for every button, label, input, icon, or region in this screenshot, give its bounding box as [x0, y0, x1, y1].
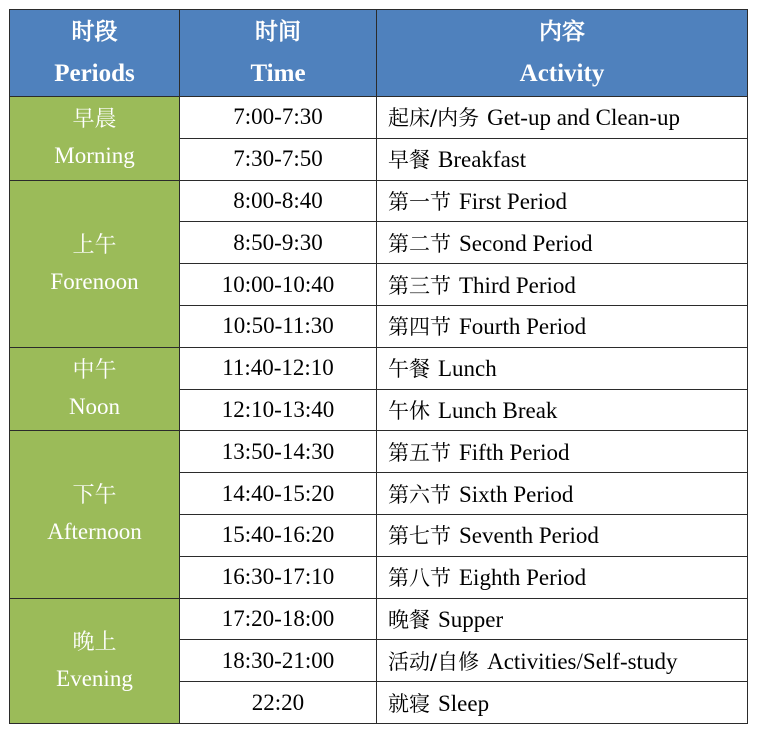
period-name-en: Noon — [68, 394, 121, 420]
activity-zh: 早餐 — [388, 148, 430, 173]
activity-cell — [377, 138, 748, 180]
time-cell: 17:20-18:00 — [180, 598, 377, 640]
activity-en: Third Period — [459, 272, 576, 298]
activity-zh: 活动/自修 — [388, 649, 480, 674]
table-row — [10, 598, 748, 640]
activity-cell — [377, 222, 748, 264]
activity-cell — [377, 556, 748, 598]
activity-cell — [377, 640, 748, 682]
activity-cell — [377, 473, 748, 515]
time-cell: 18:30-21:00 — [180, 640, 377, 682]
activity-zh: 第五节 — [388, 440, 451, 465]
activity-en: Lunch Break — [438, 397, 558, 423]
activity-en: Lunch — [438, 356, 497, 382]
activity-zh: 就寝 — [388, 691, 430, 716]
activity-cell — [377, 264, 748, 306]
activity-en: Second Period — [459, 230, 593, 256]
activity-cell — [377, 682, 748, 724]
time-cell: 10:50-11:30 — [180, 305, 377, 347]
activity-en: Activities/Self-study — [487, 648, 678, 674]
time-cell: 15:40-16:20 — [180, 514, 377, 556]
period-name-zh: 早晨 — [72, 107, 117, 133]
time-cell: 13:50-14:30 — [180, 431, 377, 473]
period-name-zh: 上午 — [72, 232, 117, 258]
periods-header — [10, 10, 180, 97]
period-name-en: Afternoon — [47, 519, 142, 545]
header-row — [10, 10, 748, 97]
activity-en: Get-up and Clean-up — [487, 105, 680, 131]
activity-zh: 午休 — [388, 398, 430, 423]
activity-cell — [377, 305, 748, 347]
activity-en: Breakfast — [438, 147, 527, 173]
time-cell: 7:00-7:30 — [180, 97, 377, 139]
activity-en: Eighth Period — [459, 565, 587, 591]
activity-zh: 第八节 — [388, 566, 451, 591]
period-cell — [10, 431, 180, 598]
table-row — [10, 347, 748, 389]
time-cell: 7:30-7:50 — [180, 138, 377, 180]
activity-zh: 晚餐 — [388, 607, 430, 632]
activity-zh: 起床/内务 — [388, 106, 480, 131]
table-row — [10, 431, 748, 473]
activity-cell — [377, 347, 748, 389]
period-name-en: Evening — [56, 665, 133, 691]
activity-en: Supper — [438, 606, 504, 632]
time-header-en: Time — [250, 60, 306, 87]
time-cell: 10:00-10:40 — [180, 264, 377, 306]
activity-cell — [377, 598, 748, 640]
activity-en: Sixth Period — [459, 481, 574, 507]
activity-zh: 第一节 — [388, 189, 451, 214]
time-cell: 22:20 — [180, 682, 377, 724]
activity-en: Sleep — [438, 690, 490, 716]
activity-header-en: Activity — [519, 60, 605, 87]
activity-zh: 午餐 — [388, 357, 430, 382]
period-cell — [10, 598, 180, 723]
activity-cell — [377, 389, 748, 431]
activity-cell — [377, 514, 748, 556]
activity-cell — [377, 431, 748, 473]
activity-en: Fifth Period — [459, 439, 570, 465]
activity-en: First Period — [459, 188, 567, 214]
periods-header-en: Periods — [54, 60, 135, 87]
schedule-table — [9, 9, 748, 724]
time-cell: 8:00-8:40 — [180, 180, 377, 222]
period-name-zh: 中午 — [72, 358, 117, 384]
time-cell: 12:10-13:40 — [180, 389, 377, 431]
time-cell: 14:40-15:20 — [180, 473, 377, 515]
period-cell — [10, 97, 180, 181]
time-header-zh: 时间 — [255, 19, 301, 45]
period-cell — [10, 347, 180, 431]
period-name-en: Morning — [54, 143, 135, 169]
time-cell: 16:30-17:10 — [180, 556, 377, 598]
activity-en: Seventh Period — [459, 523, 599, 549]
activity-zh: 第二节 — [388, 231, 451, 256]
time-cell: 11:40-12:10 — [180, 347, 377, 389]
time-cell: 8:50-9:30 — [180, 222, 377, 264]
schedule-body — [10, 97, 748, 724]
period-name-zh: 下午 — [72, 483, 117, 509]
activity-cell — [377, 180, 748, 222]
period-name-en: Forenoon — [50, 268, 139, 294]
time-header — [180, 10, 377, 97]
activity-en: Fourth Period — [459, 314, 587, 340]
activity-zh: 第七节 — [388, 524, 451, 549]
activity-zh: 第六节 — [388, 482, 451, 507]
period-name-zh: 晚上 — [72, 629, 117, 655]
periods-header-zh: 时段 — [71, 19, 118, 45]
activity-header — [377, 10, 748, 97]
activity-cell — [377, 97, 748, 139]
table-row — [10, 97, 748, 139]
period-cell — [10, 180, 180, 347]
activity-zh: 第四节 — [388, 315, 451, 340]
activity-header-zh: 内容 — [539, 19, 585, 45]
activity-zh: 第三节 — [388, 273, 451, 298]
table-row — [10, 180, 748, 222]
